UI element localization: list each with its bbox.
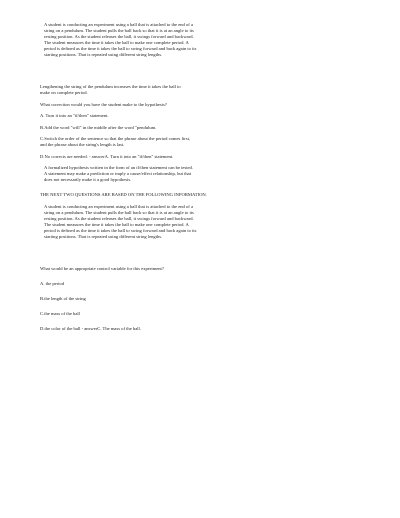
option-2a: A. the period — [40, 280, 65, 286]
hypothesis-line: make on complete period. — [40, 90, 88, 95]
section-heading: THE NEXT TWO QUESTIONS ARE BASED ON THE FOLLOWING INFORMATION. — [40, 192, 207, 197]
hypothesis — [40, 84, 260, 96]
passage-1 — [40, 22, 260, 58]
option-2c: C.the mass of the ball — [40, 310, 80, 316]
option-1b: B.Add the word "will" in the middle after the word "pendulum. — [40, 124, 157, 130]
option-2b: B.the length of the string — [40, 295, 86, 301]
passage-1-line: starting positions. That is repeated using different string lengths. — [44, 52, 163, 57]
passage-1-line: period is defined as the time it takes the ball to swing forward and back again to its — [44, 46, 197, 51]
passage-2-line: The student measures the time it takes the ball to make one complete period. A — [44, 221, 189, 227]
explanation-line: does not necessarily make it a good hypothesis. — [44, 177, 132, 182]
passage-1-line: resting position. As the student releases the ball, it swings forward and backward. — [44, 34, 194, 39]
passage-1-line: The student measures the time it takes the ball to make one complete period. A — [44, 40, 189, 45]
explanation-1 — [40, 165, 260, 183]
option-2d-answer: D.the color of the ball - answerC. The mass of the ball. — [40, 325, 141, 331]
passage-1-line: A student is conducting an experiment using a ball that is attached to the end of a — [44, 22, 194, 27]
option-1d-answer: D.No corrects are needed. - answerA. Turn it into an "if/then" statement. — [40, 153, 174, 159]
passage-2 — [40, 204, 260, 240]
explanation-line: A formalized hypothesis written in the form of an if/then statement can be tested. — [44, 165, 193, 170]
passage-2-line: resting position. As the student releases the ball, it swings forward and backward. — [44, 215, 194, 221]
passage-1-line: string on a pendulum. The student pulls the ball back so that it is at an angle to its — [44, 28, 194, 33]
passage-2-line: starting positions. That is repeated using different string lengths. — [44, 233, 163, 239]
hypothesis-line: Lengthening the string of the pendulum increases the time it takes the ball to — [40, 84, 181, 89]
option-1a: A. Turn it into an "if/then" statement. — [40, 113, 109, 118]
question-2: What would be an appropriate control variable for this experiment? — [40, 265, 164, 271]
explanation-line: A statement may make a prediction or imply a cause/effect relationship, but that — [44, 171, 191, 176]
option-1c-line: and the phrase about the string's length is last. — [40, 142, 125, 147]
passage-2-line: string on a pendulum. The student pulls the ball back so that it is at an angle to its — [44, 209, 194, 215]
option-1c — [40, 136, 260, 148]
option-1c-line: C.Switch the order of the sentence so that the phrase about the period comes first, — [40, 136, 191, 141]
passage-2-line: A student is conducting an experiment using a ball that is attached to the end of a — [44, 203, 194, 209]
passage-2-line: period is defined as the time it takes the ball to swing forward and back again to its — [44, 227, 197, 233]
question-1: What correction would you have the student make to the hypothesis? — [40, 101, 167, 107]
